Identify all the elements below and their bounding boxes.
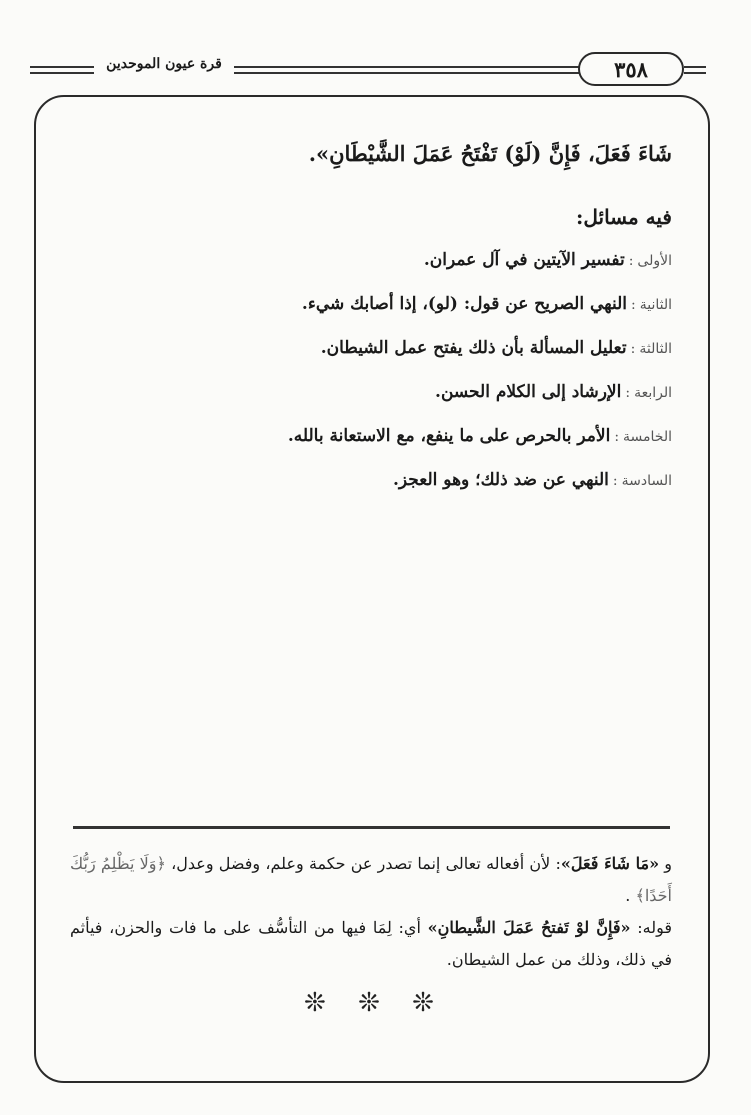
issue-text: تفسير الآيتين في آل عمران.	[423, 250, 625, 270]
note-prefix: و	[659, 854, 673, 873]
issue-ordinal: الأولى	[637, 253, 672, 269]
note-prefix: قوله:	[630, 918, 673, 937]
note-quote-bold: «مَا شَاءَ فَعَلَ»	[560, 854, 660, 873]
issues-list	[70, 238, 672, 502]
running-title: قرة عيون الموحدين	[94, 56, 234, 72]
page-header	[0, 0, 751, 100]
header-rule-right	[684, 66, 706, 68]
issue-item: الرابعة : الإرشاد إلى الكلام الحسن.	[70, 370, 672, 414]
issue-item: الثانية : النهي الصريح عن قول: (لو)، إذا أصابك شيء.	[70, 282, 672, 326]
footnote-paragraph	[70, 848, 672, 912]
issue-ordinal: الرابعة	[634, 385, 672, 401]
note-text: : لأن أفعاله تعالى إنما تصدر عن حكمة وعلم، وفضل وعدل،	[165, 854, 561, 873]
issue-text: النهي الصريح عن قول: (لو)، إذا أصابك شيء.	[301, 294, 627, 314]
header-rule-middle-2	[234, 72, 580, 74]
header-rule-left	[30, 66, 94, 68]
ornament-stars: ❊ ❊ ❊	[304, 988, 446, 1018]
issues-heading: فيه مسائل:	[575, 205, 672, 229]
header-rule-middle	[234, 66, 580, 68]
issue-ordinal: الخامسة	[623, 429, 672, 445]
issue-item: الخامسة : الأمر بالحرص على ما ينفع، مع الاستعانة بالله.	[70, 414, 672, 458]
note-end: .	[625, 886, 636, 905]
issue-text: الإرشاد إلى الكلام الحسن.	[435, 382, 622, 402]
issue-item: الثالثة : تعليل المسألة بأن ذلك يفتح عمل الشيطان.	[70, 326, 672, 370]
note-text: أي: لِمَا فيها من التأسُّف على ما فات والحزن، فيأثم في ذلك، وذلك من عمل الشيطان.	[70, 918, 672, 969]
quran-quote: ﴿وَلَا يَظْلِمُ رَبُّكَ أَحَدًا﴾	[70, 854, 672, 905]
issue-item: السادسة : النهي عن ضد ذلك؛ وهو العجز.	[70, 458, 672, 502]
issue-ordinal: السادسة	[621, 473, 672, 489]
header-rule-right-2	[684, 72, 706, 74]
issue-ordinal: الثالثة	[639, 341, 672, 357]
issue-text: الأمر بالحرص على ما ينفع، مع الاستعانة بالله.	[287, 426, 611, 446]
issue-ordinal: الثانية	[639, 297, 672, 313]
footnotes	[70, 848, 672, 976]
verse-line: شَاءَ فَعَلَ، فَإِنَّ (لَوْ) تَفْتَحُ عَمَلَ الشَّيْطَانِ».	[308, 141, 672, 166]
footnote-paragraph	[70, 912, 672, 976]
page-number: ٣٥٨	[578, 52, 684, 86]
issue-item: الأولى : تفسير الآيتين في آل عمران.	[70, 238, 672, 282]
issue-text: تعليل المسألة بأن ذلك يفتح عمل الشيطان.	[320, 338, 627, 358]
header-rule-left-2	[30, 72, 94, 74]
footnote-divider	[73, 826, 670, 829]
note-quote-bold: «فَإِنَّ لوْ تَفتحُ عَمَلَ الشَّيطانِ»	[427, 918, 631, 937]
issue-text: النهي عن ضد ذلك؛ وهو العجز.	[393, 470, 609, 490]
